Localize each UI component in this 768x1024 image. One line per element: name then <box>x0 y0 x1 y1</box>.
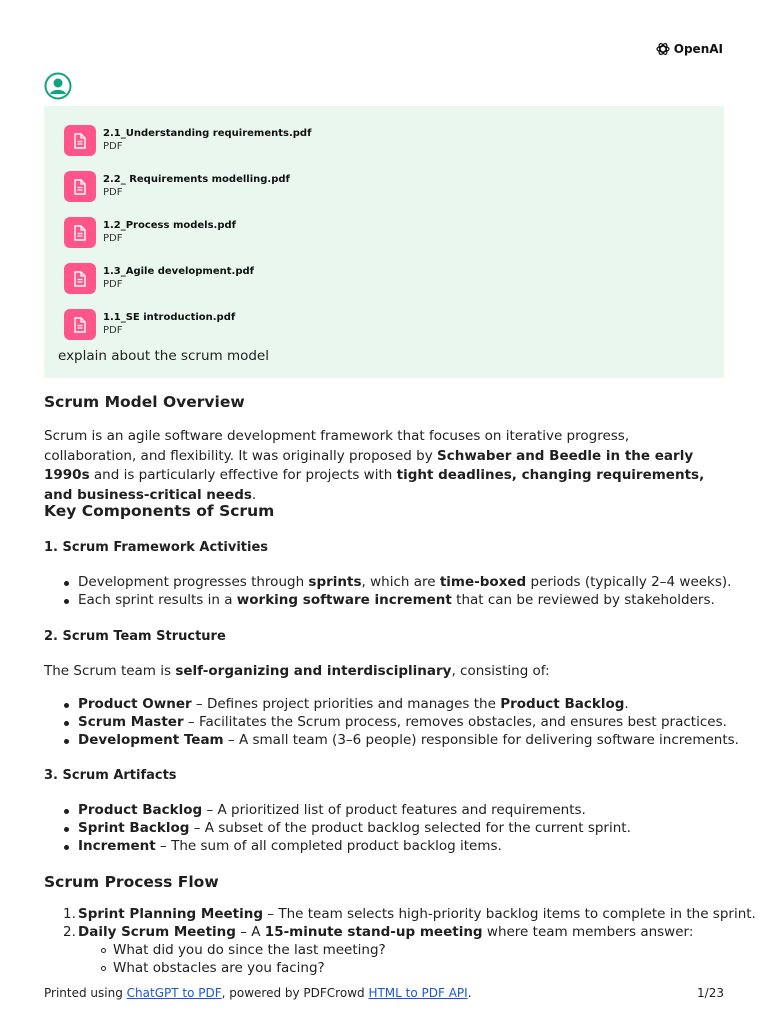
attachment[interactable] <box>64 171 290 202</box>
attachment-name: 1.3_Agile development.pdf <box>103 266 254 277</box>
attachment-name: 1.2_Process models.pdf <box>103 220 237 231</box>
user-message <box>44 106 724 378</box>
user-avatar-icon <box>44 72 72 100</box>
attachment-name: 2.2_ Requirements modelling.pdf <box>103 174 290 185</box>
pdf-file-icon <box>64 125 96 156</box>
attachment-name: 1.1_SE introduction.pdf <box>103 312 236 323</box>
section-title: Scrum Model Overview <box>44 393 245 411</box>
attachment[interactable] <box>64 263 254 294</box>
attachment-type: PDF <box>103 187 123 198</box>
subsection-title: 2. Scrum Team Structure <box>44 629 226 644</box>
page-number: 1/23 <box>697 986 724 1000</box>
openai-icon <box>655 41 671 57</box>
attachment[interactable] <box>64 309 235 340</box>
section-title: Key Components of Scrum <box>44 502 275 520</box>
openai-logo <box>655 41 723 57</box>
html-to-pdf-api-link[interactable]: HTML to PDF API <box>368 986 468 1000</box>
pdf-file-icon <box>64 171 96 202</box>
team-intro: The Scrum team is self-organizing and interdisciplinary, consisting of: <box>44 663 550 679</box>
attachment-type: PDF <box>103 233 123 244</box>
attachment[interactable] <box>64 125 311 156</box>
chatgpt-to-pdf-link[interactable]: ChatGPT to PDF <box>126 986 222 1000</box>
attachment[interactable] <box>64 217 236 248</box>
subsection-title: 1. Scrum Framework Activities <box>44 540 269 555</box>
attachment-type: PDF <box>103 279 123 290</box>
subsection-title: 3. Scrum Artifacts <box>44 768 177 783</box>
overview-paragraph: Scrum is an agile software development framework that focuses on iterative progress, collaboration, and flexibility. It was originally proposed by Schwaber and Beedle in the early 1990s and is particularly effective for projects with tight deadlines, changing requirements, and business-critical needs. <box>44 428 705 503</box>
attachment-name: 2.1_Understanding requirements.pdf <box>103 128 312 139</box>
pdf-file-icon <box>64 217 96 248</box>
attachment-type: PDF <box>103 141 123 152</box>
section-title: Scrum Process Flow <box>44 873 219 891</box>
page-footer: Printed using ChatGPT to PDF, powered by PDFCrowd HTML to PDF API. 1/23 <box>44 986 724 1000</box>
pdf-file-icon <box>64 309 96 340</box>
pdf-file-icon <box>64 263 96 294</box>
brand-name: OpenAI <box>673 42 723 56</box>
user-prompt: explain about the scrum model <box>58 348 269 364</box>
attachment-type: PDF <box>103 325 123 336</box>
